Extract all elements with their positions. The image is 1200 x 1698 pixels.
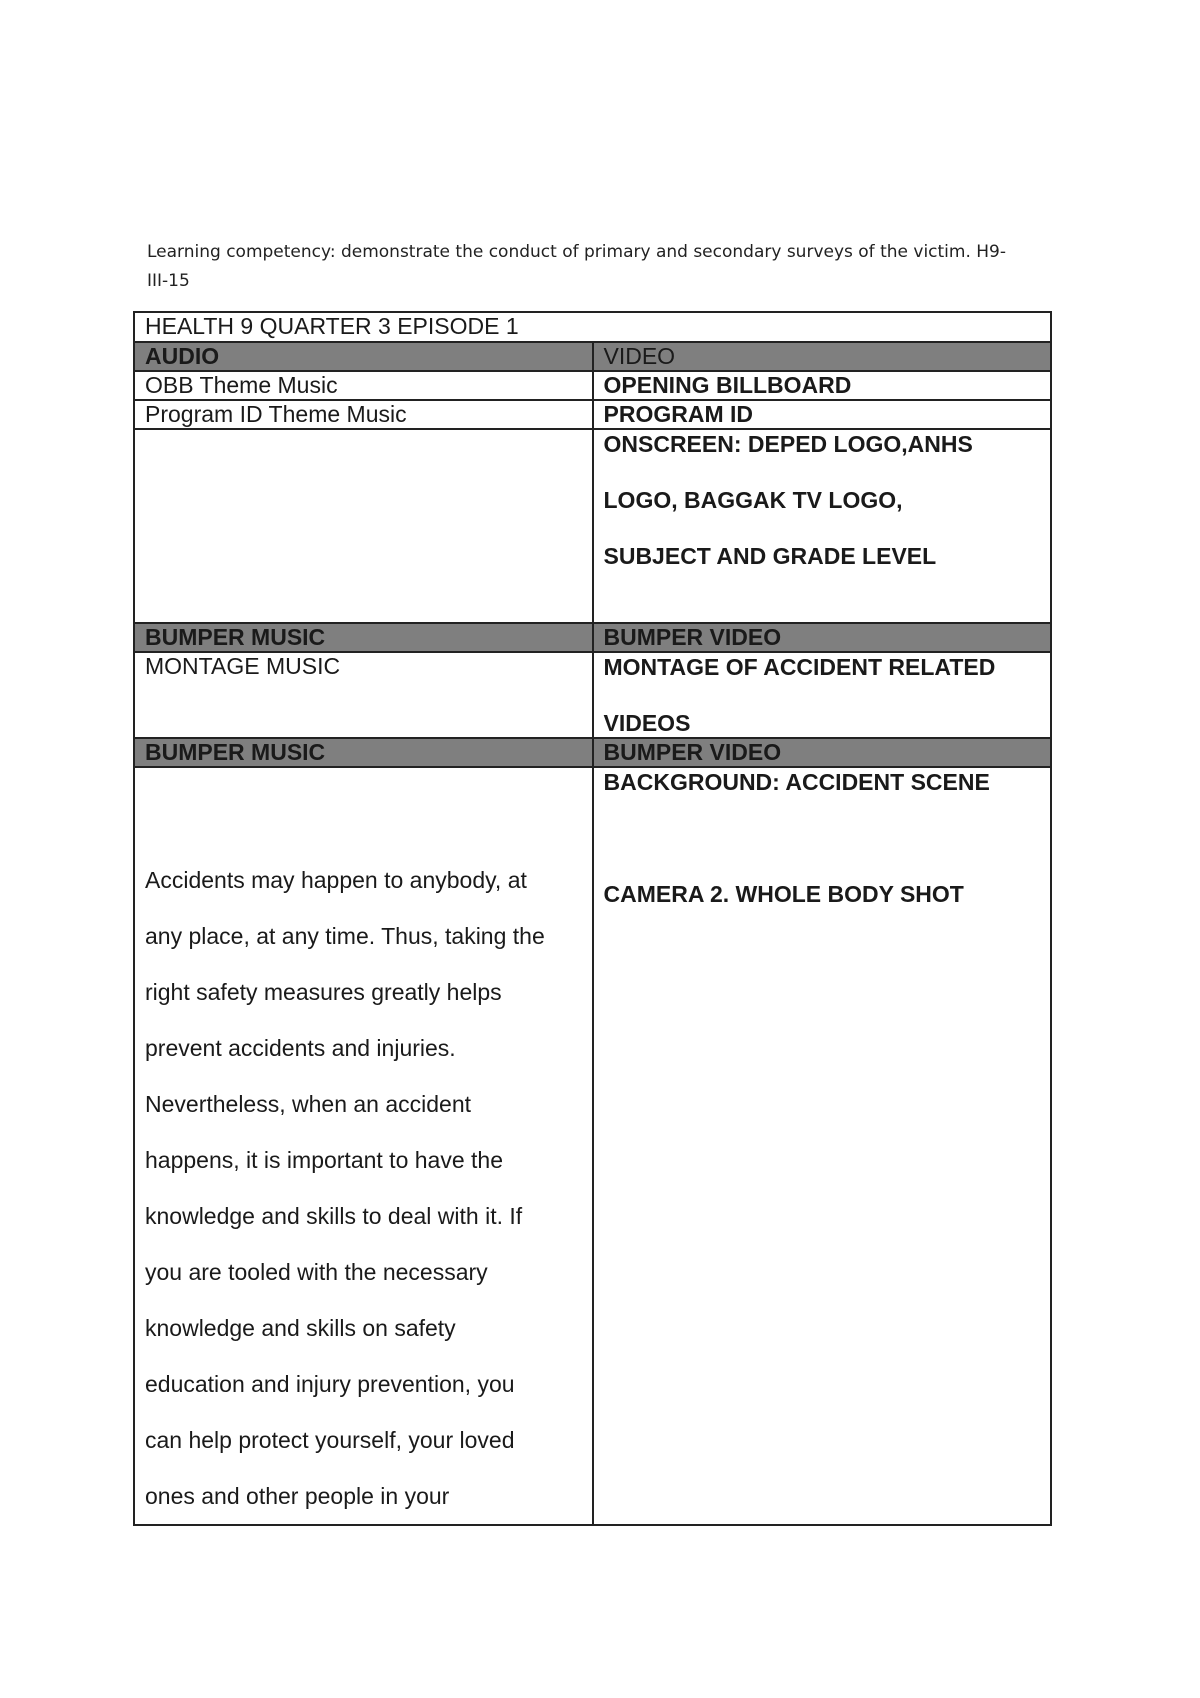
montage-line: MONTAGE OF ACCIDENT RELATED [603,654,996,680]
onscreen-line: LOGO, BAGGAK TV LOGO, [603,487,903,513]
table-row [134,371,1051,400]
camera-direction: CAMERA 2. WHOLE BODY SHOT [603,881,964,907]
video-header: VIDEO [593,342,1052,371]
montage-line: VIDEOS [603,710,691,736]
narration-line: happens, it is important to have the [145,1147,503,1173]
narration-line: ones and other people in your [145,1483,450,1509]
narration-line: any place, at any time. Thus, taking the [145,923,545,949]
narration-line: knowledge and skills on safety [145,1315,456,1341]
episode-title: HEALTH 9 QUARTER 3 EPISODE 1 [134,312,1051,342]
obb-audio: OBB Theme Music [134,371,593,400]
table-title-row [134,312,1051,342]
bumper-video: BUMPER VIDEO [593,738,1052,767]
script-table [133,311,1052,1526]
learning-competency [147,238,1052,296]
narration-line: can help protect yourself, your loved [145,1427,515,1453]
table-row [134,400,1051,429]
bumper-audio: BUMPER MUSIC [134,623,593,652]
bumper-row [134,738,1051,767]
onscreen-line: ONSCREEN: DEPED LOGO,ANHS [603,431,973,457]
background-direction: BACKGROUND: ACCIDENT SCENE [603,769,990,795]
competency-line-1: Learning competency: demonstrate the conduct of primary and secondary surveys of the victim. H9- [147,242,1006,262]
narration-cell [134,767,593,1525]
narration-line: prevent accidents and injuries. [145,1035,456,1061]
table-row [134,652,1051,738]
montage-video-cell [593,652,1052,738]
narration-line: Nevertheless, when an accident [145,1091,472,1117]
table-row [134,429,1051,623]
program-id-video: PROGRAM ID [593,400,1052,429]
competency-line-2: III-15 [147,271,190,291]
audio-header: AUDIO [134,342,593,371]
onscreen-video-cell [593,429,1052,623]
scene-video-cell [593,767,1052,1525]
bumper-row [134,623,1051,652]
narration-line: Accidents may happen to anybody, at [145,867,527,893]
header-row [134,342,1051,371]
narration-line: knowledge and skills to deal with it. If [145,1203,523,1229]
montage-audio: MONTAGE MUSIC [134,652,593,738]
narration-line: education and injury prevention, you [145,1371,515,1397]
bumper-audio: BUMPER MUSIC [134,738,593,767]
table-row [134,767,1051,1525]
onscreen-audio-cell [134,429,593,623]
obb-video: OPENING BILLBOARD [593,371,1052,400]
bumper-video: BUMPER VIDEO [593,623,1052,652]
narration-line: right safety measures greatly helps [145,979,502,1005]
program-id-audio: Program ID Theme Music [134,400,593,429]
onscreen-line: SUBJECT AND GRADE LEVEL [603,543,937,569]
narration-line: you are tooled with the necessary [145,1259,488,1285]
